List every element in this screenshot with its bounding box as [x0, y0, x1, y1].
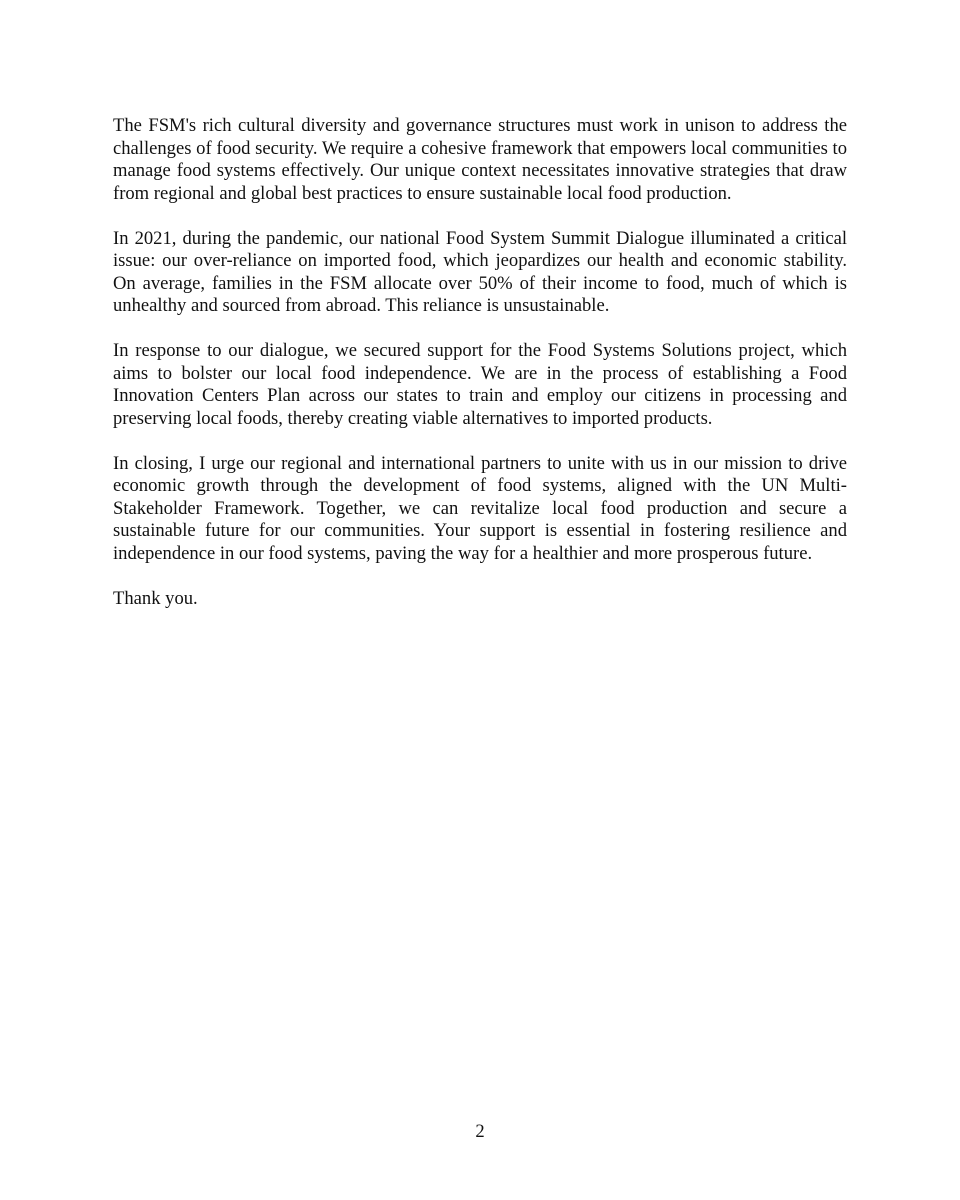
document-body	[113, 115, 847, 633]
paragraph-food-security-framework: The FSM's rich cultural diversity and governance structures must work in unison to address the challenges of food security. We require a cohesive framework that empowers local communities to manage food systems effectively. Our unique context necessitates innovative strategies that draw from regional and global best practices to ensure sustainable local food production.	[113, 115, 847, 204]
paragraph-closing-appeal: In closing, I urge our regional and international partners to unite with us in our mission to drive economic growth through the development of food systems, aligned with the UN Multi-Stakeholder Framework. Together, we can revitalize local food production and secure a sustainable future for our communities. Your support is essential in fostering resilience and independence in our food systems, paving the way for a healthier and more prosperous future.	[113, 452, 847, 564]
paragraph-food-systems-solutions: In response to our dialogue, we secured support for the Food Systems Solutions project, which aims to bolster our local food independence. We are in the process of establishing a Food Innovation Centers Plan across our states to train and employ our citizens in processing and preserving local foods, thereby creating viable alternatives to imported products.	[113, 340, 847, 429]
paragraph-summit-dialogue: In 2021, during the pandemic, our national Food System Summit Dialogue illuminated a critical issue: our over-reliance on imported food, which jeopardizes our health and economic stability. On average, families in the FSM allocate over 50% of their income to food, much of which is unhealthy and sourced from abroad. This reliance is unsustainable.	[113, 227, 847, 316]
paragraph-thank-you: Thank you.	[113, 587, 198, 609]
page-number: 2	[475, 1121, 485, 1142]
